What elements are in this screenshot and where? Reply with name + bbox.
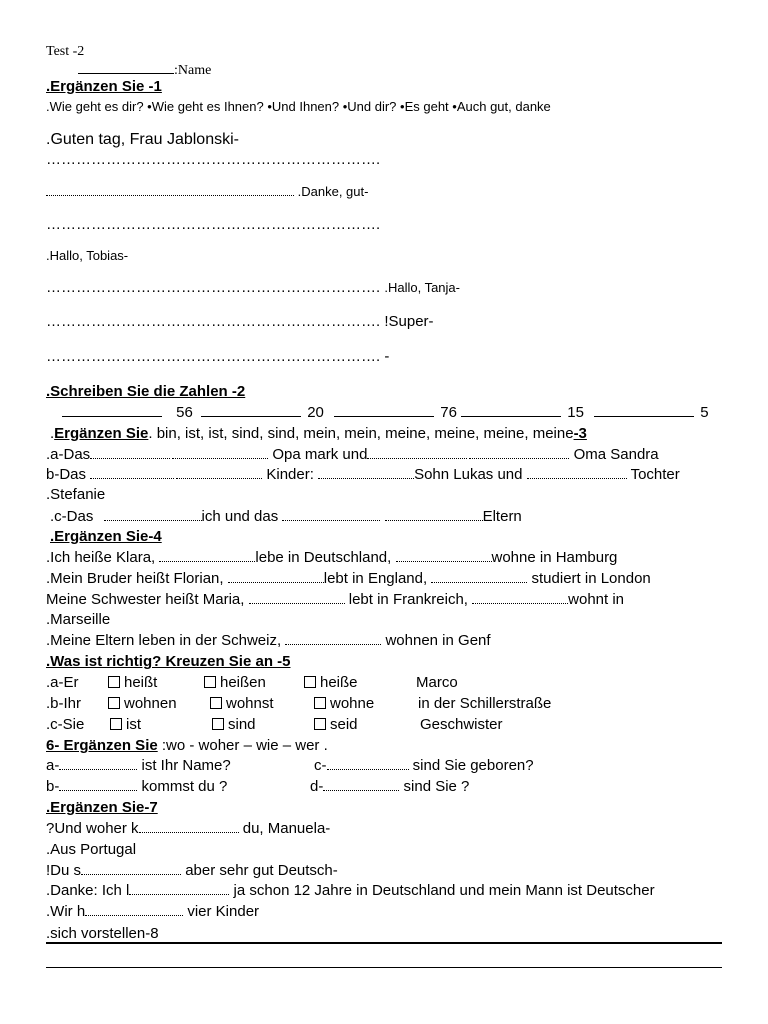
s2-blank-4[interactable] bbox=[461, 404, 561, 417]
s3-a-blank-2[interactable] bbox=[172, 446, 268, 459]
s5-row-c-option-1[interactable]: ist bbox=[110, 716, 141, 734]
s3-b-text-2: Kinder: bbox=[266, 466, 314, 483]
s4-line-5 bbox=[46, 632, 491, 650]
s1-line-3 bbox=[46, 183, 368, 201]
name-label: :Name bbox=[174, 63, 212, 78]
s2-blank-3[interactable] bbox=[334, 404, 434, 417]
s1-line-7 bbox=[46, 313, 434, 331]
s3-b-text-3: Sohn Lukas und bbox=[414, 466, 523, 483]
s7-heading: .Ergänzen Sie-7 bbox=[46, 799, 158, 816]
s6-a-blank[interactable] bbox=[59, 757, 137, 770]
s3-a-blank-3[interactable] bbox=[367, 446, 467, 459]
s4-text-5b: wohnen in Genf bbox=[385, 632, 491, 649]
s1-line-6 bbox=[46, 279, 460, 297]
s6-d: d- sind Sie ? bbox=[310, 778, 470, 795]
s8-heading: .sich vorstellen-8 bbox=[46, 925, 159, 942]
s6-heading-line bbox=[46, 737, 328, 755]
s4-text-3a: Meine Schwester heißt Maria, bbox=[46, 591, 245, 608]
s1-heading: .Ergänzen Sie -1 bbox=[46, 78, 162, 95]
s3-line-b bbox=[46, 466, 680, 484]
s3-prefix: . bbox=[50, 425, 55, 442]
checkbox-icon[interactable] bbox=[314, 718, 326, 730]
answer-line-1[interactable] bbox=[46, 942, 722, 944]
s3-line-c bbox=[50, 508, 522, 526]
s5-row-c-tail: Geschwister bbox=[420, 716, 503, 733]
s2-number-5: 5 bbox=[700, 404, 709, 421]
s3-line-b-cont: .Stefanie bbox=[46, 486, 106, 503]
s3-c-blank-1[interactable] bbox=[104, 508, 202, 521]
s1-answer-1[interactable]: …………………………………………………………. bbox=[46, 151, 381, 168]
s5-row-b-tail: in der Schillerstraße bbox=[418, 695, 552, 712]
s3-c-text-3: Eltern bbox=[482, 508, 522, 525]
s4-blank-3b[interactable] bbox=[472, 591, 568, 604]
s4-text-2c: studiert in London bbox=[531, 570, 651, 587]
s3-line-a bbox=[46, 446, 659, 464]
s3-a-text-2: Opa mark und bbox=[272, 446, 368, 463]
checkbox-icon[interactable] bbox=[108, 697, 120, 709]
s2-heading: .Schreiben Sie die Zahlen -2 bbox=[46, 383, 246, 400]
s1-text-7: !Super- bbox=[384, 313, 434, 330]
s7-line-4: .Danke: Ich l ja schon 12 Jahre in Deutschland und mein Mann ist Deutscher bbox=[46, 882, 655, 899]
s5-row-b-option-2[interactable]: wohnst bbox=[210, 695, 274, 713]
s3-a-blank-1[interactable] bbox=[90, 446, 170, 459]
s6-words: :wo - woher – wie – wer . bbox=[157, 737, 328, 754]
s4-blank-5[interactable] bbox=[285, 632, 381, 645]
s4-text-1c: wohne in Hamburg bbox=[491, 549, 618, 566]
s4-text-1a: .Ich heiße Klara, bbox=[46, 549, 156, 566]
s4-blank-1b[interactable] bbox=[396, 549, 492, 562]
s3-b-blank-4[interactable] bbox=[527, 466, 627, 479]
s4-blank-1a[interactable] bbox=[159, 549, 255, 562]
s7-blank-1[interactable] bbox=[139, 820, 239, 833]
s3-words: . bin, ist, ist, sind, sind, mein, mein, meine, meine, meine, meine bbox=[148, 425, 574, 442]
s4-blank-2a[interactable] bbox=[228, 570, 324, 583]
s7-line-1: ?Und woher k du, Manuela- bbox=[46, 820, 331, 837]
s5-row-c-option-3[interactable]: seid bbox=[314, 716, 358, 734]
s3-b-blank-1[interactable] bbox=[90, 466, 174, 479]
s3-c-text-2: ich und das bbox=[201, 508, 279, 525]
s6-b: b- kommst du ? bbox=[46, 778, 228, 795]
s3-a-blank-4[interactable] bbox=[469, 446, 569, 459]
s6-c-blank[interactable] bbox=[327, 757, 409, 770]
s2-number-4: 15 bbox=[567, 404, 584, 421]
s1-line-5: .Hallo, Tobias- bbox=[46, 248, 129, 263]
s3-b-blank-3[interactable] bbox=[318, 466, 414, 479]
s3-a-text-3: Oma Sandra bbox=[573, 446, 659, 463]
s5-row-a-option-2[interactable]: heißen bbox=[204, 674, 266, 692]
s2-blank-1[interactable] bbox=[62, 404, 162, 417]
s4-line-2 bbox=[46, 570, 651, 588]
s2-blank-2[interactable] bbox=[201, 404, 301, 417]
s4-text-5a: .Meine Eltern leben in der Schweiz, bbox=[46, 632, 282, 649]
s1-answer-3[interactable]: …………………………………………………………. bbox=[46, 216, 381, 233]
s3-b-blank-2[interactable] bbox=[176, 466, 262, 479]
s6-c: c- sind Sie geboren? bbox=[314, 757, 534, 774]
s3-number: -3 bbox=[573, 425, 587, 442]
s3-a-label: .a-Das bbox=[46, 446, 91, 463]
s2-number-3: 76 bbox=[440, 404, 457, 421]
s5-row-b-label: .b-Ihr bbox=[46, 695, 82, 712]
checkbox-icon[interactable] bbox=[304, 676, 316, 688]
s4-line-4: .Marseille bbox=[46, 611, 111, 628]
s5-row-c-option-2[interactable]: sind bbox=[212, 716, 256, 734]
checkbox-icon[interactable] bbox=[212, 718, 224, 730]
s6-b-blank[interactable] bbox=[59, 778, 137, 791]
s3-heading: Ergänzen Sie bbox=[54, 425, 149, 442]
s3-b-label: b-Das bbox=[46, 466, 87, 483]
s2-blank-5[interactable] bbox=[594, 404, 694, 417]
s7-line-5: .Wir h vier Kinder bbox=[46, 903, 260, 920]
s7-blank-3[interactable] bbox=[81, 862, 181, 875]
s7-line-3: !Du s aber sehr gut Deutsch- bbox=[46, 862, 338, 879]
checkbox-icon[interactable] bbox=[210, 697, 222, 709]
s5-row-c-label: .c-Sie bbox=[46, 716, 85, 733]
s7-blank-4[interactable] bbox=[129, 882, 229, 895]
s4-heading: .Ergänzen Sie-4 bbox=[50, 528, 162, 545]
s6-heading: 6- Ergänzen Sie bbox=[46, 737, 158, 754]
s2-number-1: 56 bbox=[176, 404, 193, 421]
s5-row-b-option-1[interactable]: wohnen bbox=[108, 695, 177, 713]
s4-line-3 bbox=[46, 591, 624, 609]
s1-options: .Wie geht es dir? •Wie geht es Ihnen? •Und Ihnen? •Und dir? •Es geht •Auch gut, danke bbox=[46, 99, 551, 114]
s7-line-2: .Aus Portugal bbox=[46, 841, 137, 858]
s7-blank-5[interactable] bbox=[85, 903, 183, 916]
s1-line-1: .Guten tag, Frau Jablonski- bbox=[46, 131, 239, 148]
s4-blank-2b[interactable] bbox=[431, 570, 527, 583]
s4-text-3b: lebt in Frankreich, bbox=[348, 591, 468, 608]
s5-row-a-option-3[interactable]: heiße bbox=[304, 674, 358, 692]
s2-numbers bbox=[62, 404, 709, 422]
s3-heading-line bbox=[50, 425, 587, 443]
checkbox-icon[interactable] bbox=[314, 697, 326, 709]
answer-line-2[interactable] bbox=[46, 967, 722, 968]
s3-c-blank-2[interactable] bbox=[282, 508, 380, 521]
s3-b-text-4: Tochter bbox=[630, 466, 680, 483]
s1-blank-2[interactable] bbox=[46, 183, 294, 196]
s2-number-2: 20 bbox=[307, 404, 324, 421]
s5-heading: .Was ist richtig? Kreuzen Sie an -5 bbox=[46, 653, 291, 670]
s1-text-8: - bbox=[384, 348, 390, 365]
s6-d-blank[interactable] bbox=[323, 778, 399, 791]
s4-text-2a: .Mein Bruder heißt Florian, bbox=[46, 570, 224, 587]
s5-row-a-label: .a-Er bbox=[46, 674, 79, 691]
s1-line-8 bbox=[46, 348, 389, 366]
checkbox-icon[interactable] bbox=[108, 676, 120, 688]
s1-text-6: .Hallo, Tanja- bbox=[384, 280, 460, 295]
s3-c-label: .c-Das bbox=[50, 508, 94, 525]
s5-row-a-tail: Marco bbox=[416, 674, 458, 691]
s4-line-1 bbox=[46, 549, 617, 567]
test-title: Test -2 bbox=[46, 44, 85, 59]
s4-text-1b: lebe in Deutschland, bbox=[255, 549, 392, 566]
checkbox-icon[interactable] bbox=[110, 718, 122, 730]
s1-answer-7[interactable]: …………………………………………………………. bbox=[46, 313, 381, 330]
s1-text-3: .Danke, gut- bbox=[297, 184, 369, 199]
s5-row-a-option-1[interactable]: heißt bbox=[108, 674, 157, 692]
s4-blank-3a[interactable] bbox=[249, 591, 345, 604]
checkbox-icon[interactable] bbox=[204, 676, 216, 688]
s1-answer-5[interactable]: …………………………………………………………. bbox=[46, 279, 381, 296]
s5-row-b-option-3[interactable]: wohne bbox=[314, 695, 374, 713]
s4-text-2b: lebt in England, bbox=[323, 570, 428, 587]
s3-c-blank-3[interactable] bbox=[385, 508, 483, 521]
s4-text-3c: wohnt in bbox=[568, 591, 625, 608]
s1-answer-8[interactable]: …………………………………………………………. bbox=[46, 348, 381, 365]
name-blank[interactable] bbox=[78, 61, 174, 74]
s6-a: a- ist Ihr Name? bbox=[46, 757, 231, 774]
